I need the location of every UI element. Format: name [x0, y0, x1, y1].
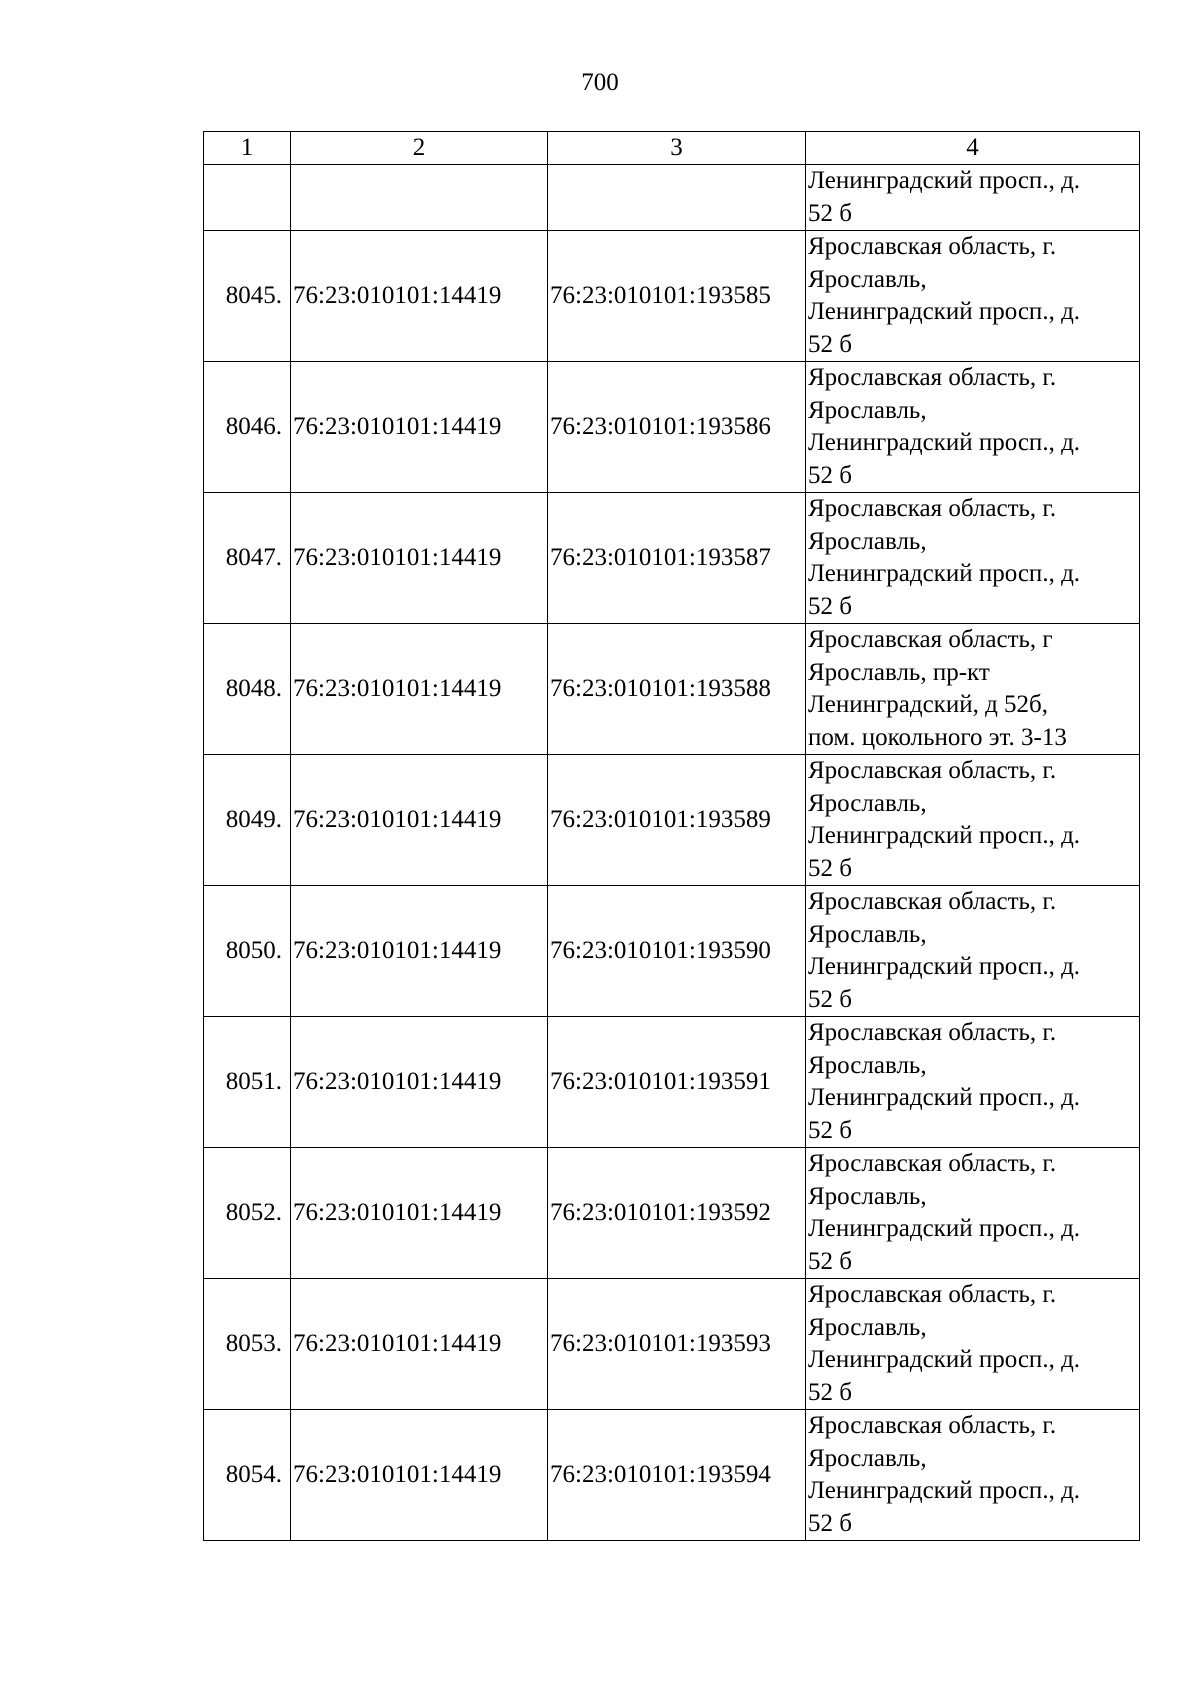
- header-col-3: 3: [548, 132, 806, 165]
- address-line: Ярославская область, г.: [808, 757, 1057, 784]
- cadastral-number: 76:23:010101:193588: [548, 624, 806, 755]
- row-number: 8052.: [204, 1148, 291, 1279]
- address-cell: [806, 624, 1140, 755]
- address-cell: [806, 1017, 1140, 1148]
- address-line: Ярославль,: [808, 1182, 927, 1210]
- address-cell: [806, 493, 1140, 624]
- address-line: 52 б: [808, 985, 852, 1013]
- parent-cadastral-number: 76:23:010101:14419: [291, 231, 548, 362]
- parent-cadastral-number: 76:23:010101:14419: [291, 1017, 548, 1148]
- header-row: [204, 132, 1140, 165]
- cadastral-number: 76:23:010101:193585: [548, 231, 806, 362]
- address-line: 52 б: [808, 854, 852, 882]
- table-row: [204, 1410, 1140, 1541]
- address-line: Ленинградский просп., д.: [808, 1084, 1081, 1111]
- registry-table: [203, 131, 1140, 1541]
- address-line: Ярославская область, г: [808, 626, 1053, 653]
- continuation-row: [204, 165, 1140, 231]
- address-line: Ленинградский, д 52б,: [808, 691, 1049, 718]
- parent-cadastral-number: 76:23:010101:14419: [291, 886, 548, 1017]
- address-line: Ярославская область, г.: [808, 233, 1057, 260]
- address-line: 52 б: [808, 461, 852, 489]
- table-row: [204, 362, 1140, 493]
- address-line: Ленинградский просп., д.: [808, 822, 1081, 849]
- parent-cadastral-number: 76:23:010101:14419: [291, 755, 548, 886]
- address-line: Ярославль,: [808, 920, 927, 948]
- address-line: Ярославль,: [808, 396, 927, 424]
- table-header: [204, 132, 1140, 165]
- address-line: Ярославская область, г.: [808, 1150, 1057, 1177]
- cadastral-number: 76:23:010101:193594: [548, 1410, 806, 1541]
- address-cell: [806, 886, 1140, 1017]
- address-line: Ярославская область, г.: [808, 495, 1057, 522]
- address-line: Ленинградский просп., д.: [808, 560, 1081, 587]
- table-row: [204, 755, 1140, 886]
- address-cell: [806, 755, 1140, 886]
- address-line: Ярославская область, г.: [808, 888, 1057, 915]
- address-cell: [806, 1148, 1140, 1279]
- address-line: Ярославская область, г.: [808, 364, 1057, 391]
- parent-cadastral-number: 76:23:010101:14419: [291, 1279, 548, 1410]
- address-line: Ленинградский просп., д.: [808, 1346, 1081, 1373]
- cadastral-number: 76:23:010101:193593: [548, 1279, 806, 1410]
- cadastral-number: 76:23:010101:193590: [548, 886, 806, 1017]
- address-cell: [806, 231, 1140, 362]
- header-col-2: 2: [291, 132, 548, 165]
- row-number: 8053.: [204, 1279, 291, 1410]
- address-line: Ленинградский просп., д.: [808, 953, 1081, 980]
- address-cell: [806, 1279, 1140, 1410]
- cadastral-number: 76:23:010101:193587: [548, 493, 806, 624]
- header-col-4: 4: [806, 132, 1140, 165]
- cadastral-number: 76:23:010101:193591: [548, 1017, 806, 1148]
- row-number: 8049.: [204, 755, 291, 886]
- continuation-col-3: [548, 165, 806, 231]
- address-line: 52 б: [808, 1378, 852, 1406]
- address-line: Ленинградский просп., д.: [808, 167, 1081, 194]
- row-number: 8048.: [204, 624, 291, 755]
- address-line: Ярославль,: [808, 1313, 927, 1341]
- parent-cadastral-number: 76:23:010101:14419: [291, 362, 548, 493]
- table-row: [204, 493, 1140, 624]
- parent-cadastral-number: 76:23:010101:14419: [291, 624, 548, 755]
- table-body: [204, 165, 1140, 1541]
- address-line: Ярославль,: [808, 265, 927, 293]
- table-row: [204, 1148, 1140, 1279]
- address-line: Ленинградский просп., д.: [808, 1215, 1081, 1242]
- address-line: 52 б: [808, 1509, 852, 1537]
- row-number: 8046.: [204, 362, 291, 493]
- table-row: [204, 624, 1140, 755]
- row-number: 8051.: [204, 1017, 291, 1148]
- page-number: 700: [581, 69, 619, 96]
- address-cell: [806, 1410, 1140, 1541]
- address-line: Ярославская область, г.: [808, 1019, 1057, 1046]
- address-line: 52 б: [808, 1116, 852, 1144]
- address-line: 52 б: [808, 1247, 852, 1275]
- address-line: Ярославль,: [808, 789, 927, 817]
- address-line: Ленинградский просп., д.: [808, 429, 1081, 456]
- continuation-col-2: [291, 165, 548, 231]
- address-line: Ленинградский просп., д.: [808, 298, 1081, 325]
- cadastral-number: 76:23:010101:193586: [548, 362, 806, 493]
- address-line: 52 б: [808, 330, 852, 358]
- cadastral-number: 76:23:010101:193589: [548, 755, 806, 886]
- address-line: Ярославль,: [808, 1051, 927, 1079]
- header-col-1: 1: [204, 132, 291, 165]
- address-line: Ярославль,: [808, 1444, 927, 1472]
- address-line: 52 б: [808, 199, 852, 227]
- parent-cadastral-number: 76:23:010101:14419: [291, 1410, 548, 1541]
- row-number: 8045.: [204, 231, 291, 362]
- address-line: Ярославская область, г.: [808, 1281, 1057, 1308]
- address-cell: [806, 362, 1140, 493]
- table-row: [204, 886, 1140, 1017]
- address-line: Ярославль,: [808, 527, 927, 555]
- address-line: Ярославль, пр-кт: [808, 658, 990, 686]
- row-number: 8047.: [204, 493, 291, 624]
- row-number: 8054.: [204, 1410, 291, 1541]
- table-row: [204, 231, 1140, 362]
- row-number: 8050.: [204, 886, 291, 1017]
- address-line: Ярославская область, г.: [808, 1412, 1057, 1439]
- continuation-col-1: [204, 165, 291, 231]
- address-line: 52 б: [808, 592, 852, 620]
- table-row: [204, 1279, 1140, 1410]
- parent-cadastral-number: 76:23:010101:14419: [291, 1148, 548, 1279]
- address-line: Ленинградский просп., д.: [808, 1477, 1081, 1504]
- address-line: пом. цокольного эт. 3-13: [808, 723, 1067, 751]
- parent-cadastral-number: 76:23:010101:14419: [291, 493, 548, 624]
- continuation-address: [806, 165, 1140, 231]
- cadastral-number: 76:23:010101:193592: [548, 1148, 806, 1279]
- table-row: [204, 1017, 1140, 1148]
